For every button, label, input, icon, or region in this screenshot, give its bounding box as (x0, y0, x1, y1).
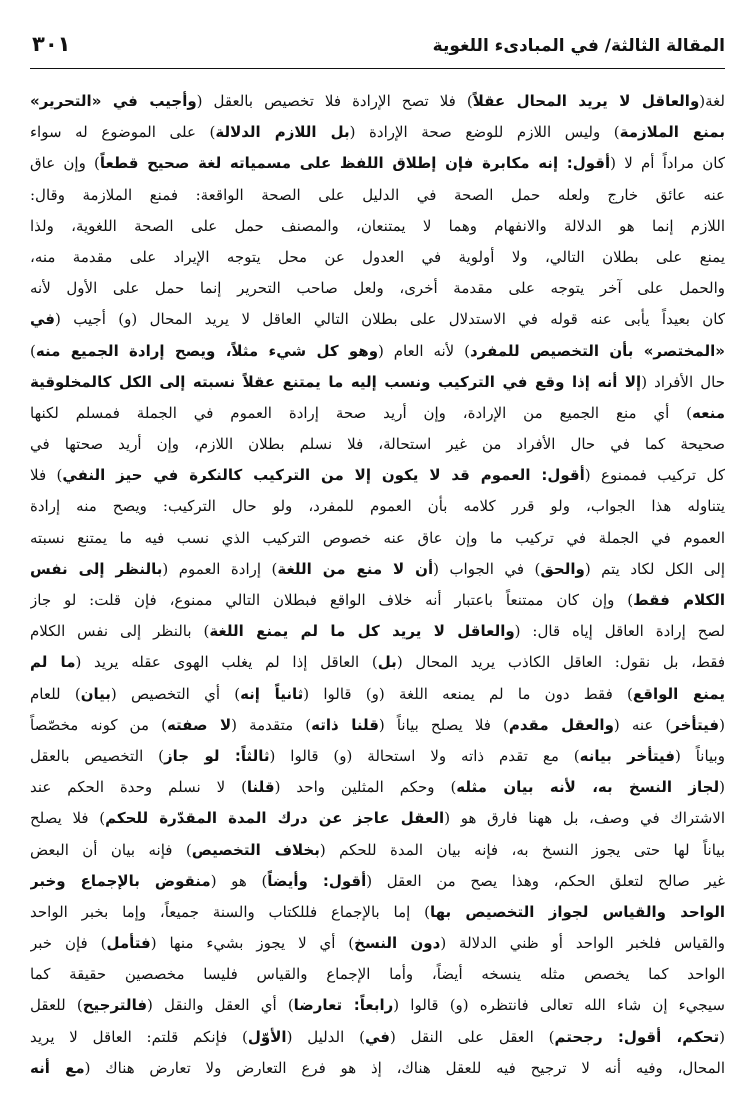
bold-matn-text: في (30, 310, 55, 329)
text-line (30, 554, 725, 585)
commentary-text: ) فلا (30, 466, 63, 485)
text-line (30, 647, 725, 678)
commentary-text: ( (719, 778, 725, 797)
commentary-text: والقياس فلخبر الواحد أو ظني الدلالة ( (440, 934, 725, 953)
text-line (30, 86, 725, 117)
commentary-text: ) مع تقدم ذاته ولا استحالة (و) قالوا ( (269, 746, 580, 765)
main-text (30, 86, 725, 1088)
commentary-text: فقط، بل نقول: العاقل الكاذب يريد المحال ( (396, 653, 725, 672)
commentary-text: ) أي لا يجوز بشيء منها ( (150, 934, 355, 953)
text-line (30, 242, 725, 273)
text-line (30, 928, 725, 959)
text-line (30, 429, 725, 460)
bold-matn-text: مع أنه (30, 1058, 85, 1077)
bold-matn-text: دون النسخ (354, 934, 441, 953)
bold-matn-text: تحكم، أقول: رجحتم (554, 1027, 720, 1046)
text-line (30, 897, 725, 928)
commentary-text: ) وإن عاق (30, 154, 100, 173)
commentary-text: عنه عائق خارج ولعله حمل الصحة في الدليل على الصحة الواقعة: فمنع الملازمة وقال: (30, 185, 725, 204)
bold-matn-text: وأجيب في «التحرير» (30, 92, 197, 110)
commentary-text: ) فلا يصلح بياناً ( (378, 715, 509, 734)
running-head: المقالة الثالثة/ في المبادىء اللغوية (432, 36, 725, 56)
commentary-text: ) عنه ( (613, 715, 672, 734)
commentary-text: يتناوله هذا الجواب، ولو قرر كلامه بأن العموم للمفرد، ولو حال التركيب: ويصح منه إرادة (30, 497, 725, 516)
commentary-text: إلى الكل لكاد يتم ( (584, 559, 725, 578)
commentary-text: ) التخصيص بالعقل (30, 746, 165, 765)
commentary-text: ) فلا يصلح (30, 809, 106, 828)
commentary-text: ) فإن خبر (30, 934, 107, 953)
commentary-text: ) إرادة العموم ( (162, 559, 278, 578)
bold-matn-text: في (364, 1027, 390, 1046)
commentary-text: صحيحة كما في حال الأفراد من غير استحالة، فلا نسلم بطلان اللازم، وإن أريد صحتها في (30, 435, 725, 454)
commentary-text: وبياناً ( (674, 746, 725, 765)
commentary-text: بياناً لها حتى يجوز النسخ به، فإنه بيان المدة للحكم ( (319, 840, 725, 859)
commentary-text: ) من كونه مخصّصاً (30, 715, 167, 734)
commentary-text: ) العاقل إذا لم يغلب الهوى عقله يريد ( (75, 653, 378, 672)
commentary-text: اللازم إنما هو الدلالة والانفهام وهما لا يمتنعان، والمصنف حمل على الصحة اللغوية، ولذا (30, 216, 725, 235)
text-line (30, 772, 725, 803)
page-header (30, 28, 725, 69)
commentary-text: كان مراداً أم لا ( (610, 154, 725, 173)
bold-matn-text: منقوض بالإجماع وخبر (30, 871, 211, 890)
commentary-text: كان بعيداً يأبى عنه قوله في الاستدلال على بطلان التالي العاقل لا يريد المحال (و) أجيب ( (55, 310, 725, 329)
text-line (30, 117, 725, 148)
text-line (30, 866, 725, 897)
commentary-text: ) على الموضوع له سواء (30, 123, 216, 142)
commentary-text: حال الأفراد ( (641, 372, 725, 391)
bold-matn-text: لجاز النسخ به، لأنه بيان مثله (456, 778, 720, 797)
bold-matn-text: فتأمل (106, 934, 151, 953)
bold-matn-text: قلنا (246, 778, 275, 797)
bold-matn-text: يمنع الواقع (632, 684, 725, 703)
bold-matn-text: بيان (80, 684, 111, 703)
commentary-text: يمنع على بطلان التالي، ولا أولوية في العدول عن محل يتوجه الإيراد على مقدمة منه، (30, 247, 725, 266)
bold-matn-text: لا صفته (166, 715, 232, 734)
commentary-text: غير صالح لتعلق الحكم، وهذا يصح من العقل ( (366, 871, 725, 890)
commentary-text: العموم في الجملة في تركيب ما وإن عاق عنه خصوص التركيب الذي نسب فيه ما يمتنع نسبته (30, 528, 725, 547)
commentary-text: ) بالنظر إلى نفس الكلام (30, 622, 210, 641)
text-line (30, 273, 725, 304)
bold-matn-text: ما لم (30, 653, 76, 672)
text-line (30, 741, 725, 772)
commentary-text: ) الدليل ( (286, 1027, 365, 1046)
commentary-text: ) فقط دون ما لم يمنعه اللغة (و) قالوا ( (303, 684, 633, 703)
commentary-text: ) في الجواب ( (433, 559, 541, 578)
bold-matn-text: فيتأخر بيانه (579, 746, 675, 765)
text-line (30, 959, 725, 990)
bold-matn-text: إلا أنه إذا وقع في التركيب ونسب إليه ما يمتنع عقلاً نسبته إلى الكل كالمخلوقية (30, 372, 642, 391)
commentary-text: ) أي منع الجميع من الإرادة، وإن أريد صحة إرادة العموم في الجملة فمسلم لكنها (30, 403, 693, 422)
text-line (30, 616, 725, 647)
text-line (30, 803, 725, 834)
text-line (30, 180, 725, 211)
commentary-text: ) متقدمة ( (231, 715, 312, 734)
commentary-text: كل تركيب فممنوع ( (584, 466, 725, 485)
bold-matn-text: والعاقل لا يريد المحال عقلاً (472, 92, 700, 110)
bold-matn-text: الكلام فقط (633, 591, 725, 609)
commentary-text: ) فإنكم قلتم: العاقل لا يريد (30, 1027, 248, 1046)
commentary-text: ) العقل على النقل ( (389, 1027, 555, 1046)
commentary-text: ) فإنه بيان أن البعض (30, 840, 192, 859)
text-line (30, 990, 725, 1021)
bold-matn-text: ثالثاً: لو جاز (164, 746, 270, 765)
bold-matn-text: بمنع الملازمة (619, 123, 725, 142)
text-line (30, 211, 725, 242)
text-line (30, 679, 725, 710)
text-line (30, 460, 725, 491)
commentary-text: لصح إرادة العاقل إياه قال: ( (514, 622, 725, 641)
bold-matn-text: أقول: إنه مكابرة فإن إطلاق اللفظ على مسمياته لغة صحيح قطعاً (99, 154, 611, 173)
commentary-text: ) لا نسلم وحدة الحكم عند (30, 778, 247, 797)
bold-matn-text: بل (377, 653, 397, 672)
commentary-text: ) وإن كان ممتنعاً باعتبار أنه خلاف الواقع فبطلان التالي ممنوع، فإن قلت: لو جاز (30, 591, 634, 609)
commentary-text: الاشتراك في وصف، بل ههنا فارق هو ( (444, 809, 725, 828)
bold-matn-text: الأوّل (247, 1027, 287, 1046)
commentary-text: ( (719, 1027, 725, 1046)
commentary-text: ) للعام (30, 684, 81, 703)
bold-matn-text: وهو كل شيء مثلاً، ويصح إرادة الجميع منه (35, 341, 379, 360)
bold-matn-text: بل اللازم الدلالة (215, 123, 350, 142)
bold-matn-text: أن لا منع من اللغة (277, 559, 434, 578)
bold-matn-text: الواحد والقياس لجواز التخصيص بها (429, 902, 725, 921)
commentary-text: سيجيء إن شاء الله تعالى فانتظره (و) قالوا ( (393, 996, 725, 1015)
commentary-text: ) أي التخصيص ( (110, 684, 241, 703)
text-line (30, 367, 725, 398)
text-line (30, 491, 725, 522)
commentary-text: ) إما بالإجماع فللكتاب والسنة جميعاً، وإما بخبر الواحد (30, 902, 430, 921)
commentary-text: ) للعقل (30, 996, 83, 1015)
bold-matn-text: أقول: العموم قد لا يكون إلا من التركيب كالنكرة في حيز النفي (62, 466, 585, 485)
text-line (30, 304, 725, 335)
commentary-text: المحال، وفيه أنه لا ترجيح فيه للعقل هناك، إذ هو فرع التعارض ولا تعارض هناك ( (84, 1058, 725, 1077)
bold-matn-text: أقول: وأيضاً (267, 871, 367, 890)
bold-matn-text: فيتأخر (671, 715, 720, 734)
text-line (30, 585, 725, 616)
commentary-text: ) هو ( (210, 871, 268, 890)
bold-matn-text: العقل عاجز عن درك المدة المقدّرة للحكم (105, 809, 445, 828)
bold-matn-text: رابعاً: تعارضا (293, 996, 394, 1015)
text-line (30, 336, 725, 367)
bold-matn-text: والحق (540, 559, 585, 578)
text-line (30, 523, 725, 554)
text-line (30, 710, 725, 741)
text-line (30, 1022, 725, 1053)
bold-matn-text: والعاقل لا يريد كل ما لم يمنع اللغة (209, 622, 515, 641)
text-line (30, 148, 725, 179)
text-line (30, 835, 725, 866)
text-line (30, 1053, 725, 1084)
commentary-text: لغة( (699, 92, 725, 110)
commentary-text: ) لأنه العام ( (378, 341, 470, 360)
commentary-text: ( (719, 715, 725, 734)
bold-matn-text: قلنا ذاته (311, 715, 379, 734)
commentary-text: ) (30, 341, 36, 360)
bold-matn-text: فالترجيح (82, 996, 148, 1015)
page-number: ٣٠١ (32, 32, 71, 56)
bold-matn-text: «المختصر» بأن التخصيص للمفرد (469, 341, 725, 360)
text-line (30, 398, 725, 429)
commentary-text: الواحد كما يخصص مثله ينسخه أيضاً، وأما الإجماع والقياس فليسا مخصصين حقيقة كما (30, 965, 725, 984)
commentary-text: ) فلا تصح الإرادة فلا تخصيص بالعقل ( (196, 92, 473, 110)
commentary-text: ) أي العقل والنقل ( (147, 996, 294, 1015)
commentary-text: ) وليس اللازم للوضع صحة الإرادة ( (349, 123, 620, 142)
bold-matn-text: منعه (692, 403, 725, 422)
bold-matn-text: والعقل مقدم (508, 715, 614, 734)
commentary-text: والحمل على آخر يتوجه على مقدمة أخرى، ولعل صاحب التحرير إنما حمل على الأول لأنه (30, 279, 725, 298)
bold-matn-text: بالنظر إلى نفس (30, 559, 163, 578)
bold-matn-text: ثانياً إنه (240, 684, 304, 703)
bold-matn-text: بخلاف التخصيص (191, 840, 320, 859)
commentary-text: ) وحكم المثلين واحد ( (274, 778, 457, 797)
